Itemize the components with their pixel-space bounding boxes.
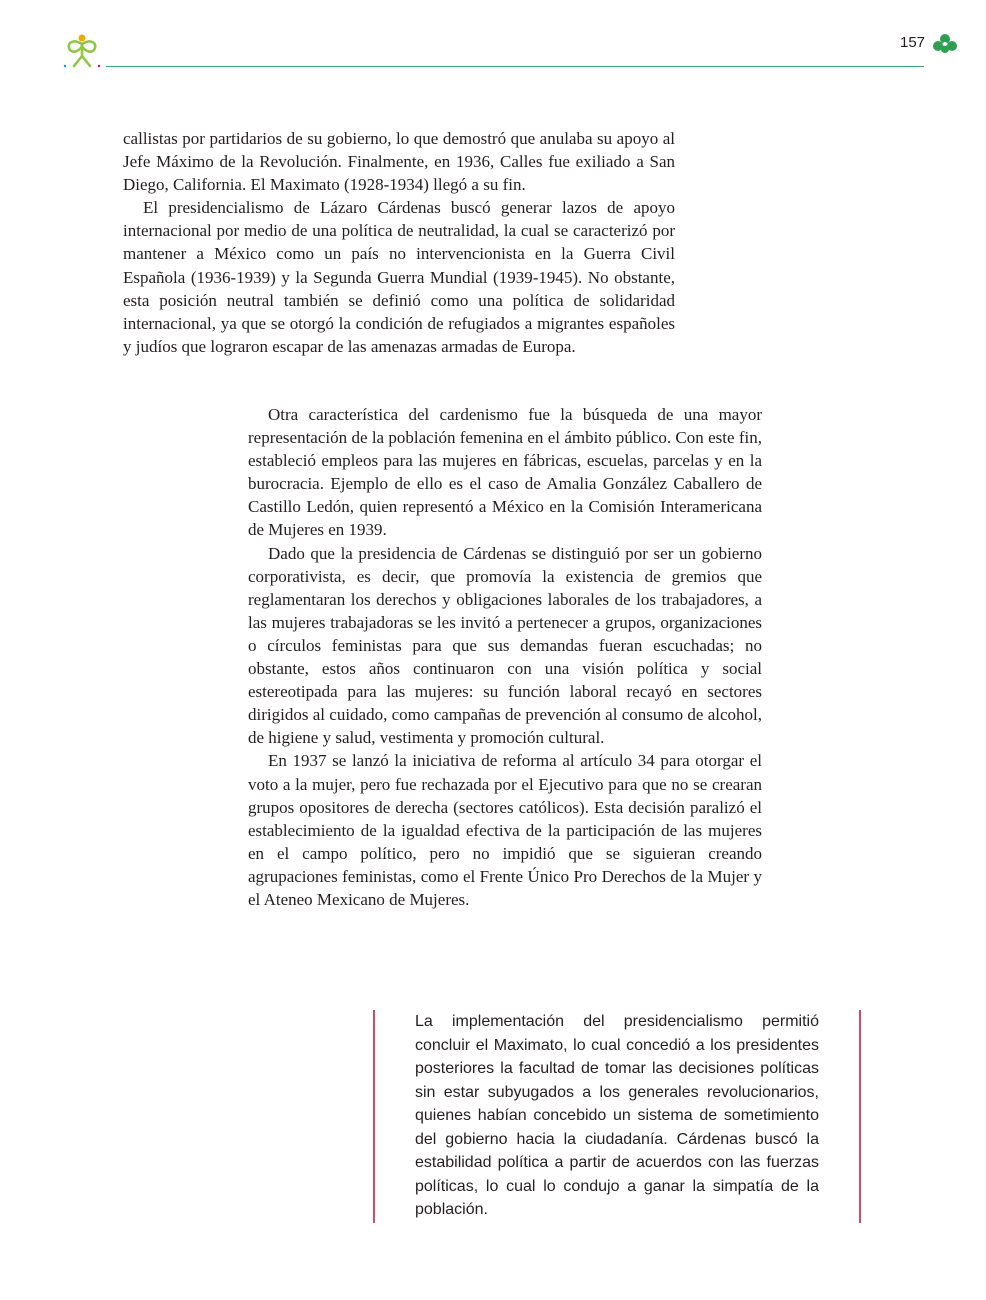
callout-text: La implementación del presidencialismo permitió concluir el Maximato, lo cual concedió a los presidentes posteriores la facultad de tomar las decisiones políticas sin estar subyugados a los generales revolucionarios, quienes habían concebido un sistema de sometimiento del gobierno hacia la ciudadanía. Cárdenas buscó la estabilidad política a partir de acuerdos con las fuerzas políticas, lo cual lo condujo a ganar la simpatía de la población. — [415, 1013, 819, 1218]
page-number: 157 — [900, 34, 926, 51]
green-clover-logo-icon — [931, 33, 959, 55]
callout-right-border — [859, 1010, 861, 1223]
flower-person-logo-icon — [62, 32, 102, 72]
body-column-1 — [123, 127, 675, 358]
header-divider — [106, 66, 924, 67]
paragraph: En 1937 se lanzó la iniciativa de reforma al artículo 34 para otorgar el voto a la mujer, pero fue rechazada por el Ejecutivo para que no se crearan grupos opositores de derecha (sectores católicos). Esta decisión paralizó el establecimiento de la igualdad efectiva de la participación de las mujeres en el campo político, pero no impidió que se siguieran creando agrupaciones feministas, como el Frente Único Pro Derechos de la Mujer y el Ateneo Mexicano de Mujeres. — [248, 751, 762, 909]
body-column-2 — [248, 403, 762, 911]
paragraph: callistas por partidarios de su gobierno, lo que demostró que anulaba su apoyo al Jefe Máximo de la Revolución. Finalmente, en 1936, Calles fue exiliado a San Diego, California. El Maximato (1928-1934) llegó a su fin. — [123, 129, 675, 195]
callout-left-border — [373, 1010, 375, 1223]
paragraph: Otra característica del cardenismo fue la búsqueda de una mayor representación de la población femenina en el ámbito público. Con este fin, estableció empleos para las mujeres en fábricas, escuelas, parcelas y en la burocracia. Ejemplo de ello es el caso de Amalia González Caballero de Castillo Ledón, quien representó a México en la Comisión Interamericana de Mujeres en 1939. — [248, 405, 762, 540]
callout-box — [373, 1010, 861, 1224]
paragraph: Dado que la presidencia de Cárdenas se distinguió por ser un gobierno corporativista, es decir, que promovía la existencia de gremios que reglamentaran los derechos y obligaciones laborales de los trabajadores, a las mujeres trabajadoras se les invitó a pertenecer a grupos, organizaciones o círculos feministas para que sus demandas fueran escuchadas; no obstante, estos años continuaron con una visión política y social estereotipada para las mujeres: su función laboral recayó en sectores dirigidos al cuidado, como campañas de prevención al consumo de alcohol, de higiene y salud, vestimenta y promoción cultural. — [248, 543, 762, 748]
paragraph: El presidencialismo de Lázaro Cárdenas buscó generar lazos de apoyo internacional por medio de una política de neutralidad, la cual se caracterizó por mantener a México como un país no intervencionista en la Guerra Civil Española (1936-1939) y la Segunda Guerra Mundial (1939-1945). No obstante, esta posición neutral también se definió como una política de solidaridad internacional, ya que se otorgó la condición de refugiados a migrantes españoles y judíos que lograron escapar de las amenazas armadas de Europa. — [123, 198, 675, 356]
